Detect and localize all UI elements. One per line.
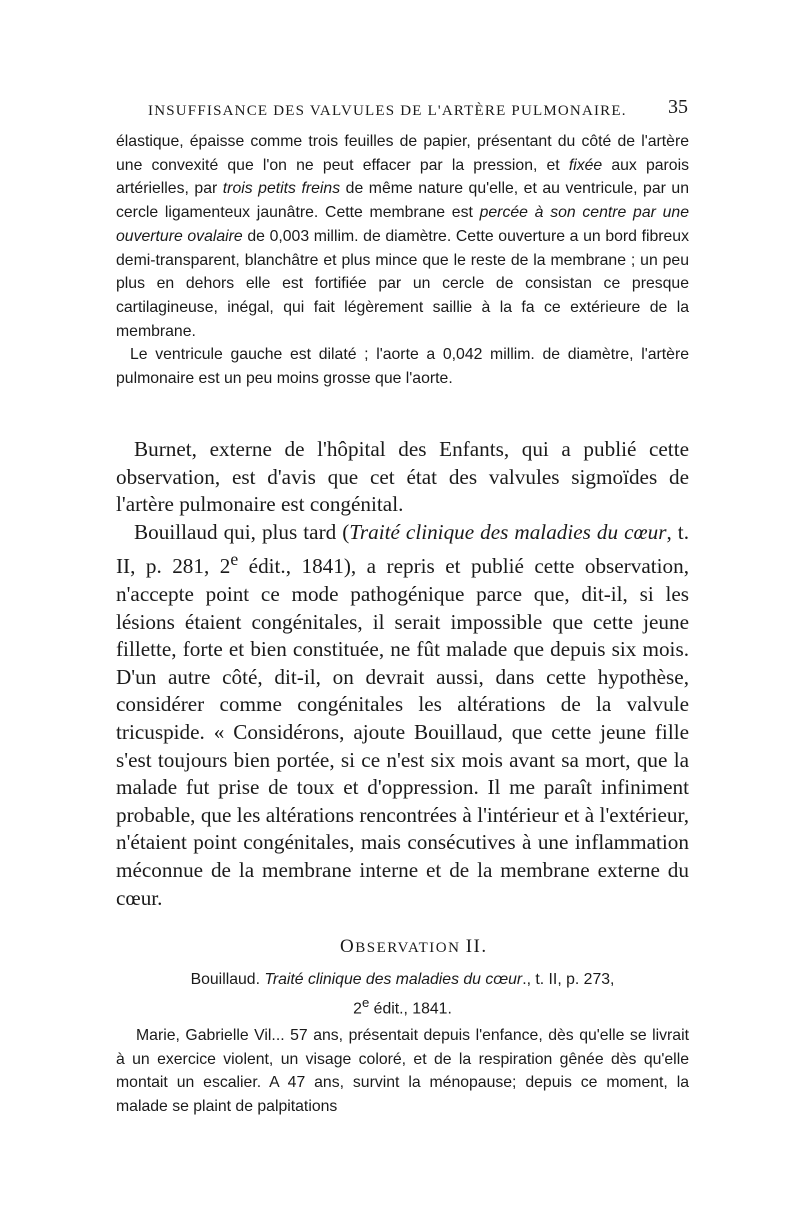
text-run: édit., 1841), a repris et publié cette observation, n'accepte point ce mode pathogénique parce que, dit-il, si les lésions étaient congénitales, il serait impossible que cette jeune fillette, forte et bien constituée, ne fût malade que depuis six mois. D'un autre côté, dit-il, on devrait aussi, dans cette hypothèse, considérer comme congénitales les altérations de la valvule tricuspide. « Considérons, ajoute Bouillaud, que cette jeune fille s'est toujours bien portée, si ce n'est six mois avant sa mort, que la malade fut prise de toux et d'oppression. Il me paraît infiniment probable, que les altérations rencontrées à l'intérieur et à l'extérieur, n'étaient point congénitales, mais consécutives à une inflammation méconnue de la membrane interne et de la membrane externe du cœur. [116,554,689,910]
running-head [148,96,688,121]
intro-paragraph-2: Le ventricule gauche est dilaté ; l'aorte a 0,042 millim. de diamètre, l'artère pulmonaire est un peu moins grosse que l'aorte. [116,346,689,388]
text-run: Bouillaud qui, plus tard ( [134,519,350,544]
superscript: e [361,995,370,1010]
italic-run: percée à son centre par une ouverture ovalaire [116,204,689,245]
observation-paragraph: Marie, Gabrielle Vil... 57 ans, présentait depuis l'enfance, dès qu'elle se livrait à un exercice violent, un visage coloré, et de la respiration gênée dès qu'elle montait un escalier. A 47 ans, survint la ménopause; depuis ce moment, la malade se plaint de palpitations [116,1027,689,1115]
text-run: élastique, épaisse comme trois feuilles de papier, présentant du côté de l'artère une convexité que l'on ne peut effacer par la pression, et [116,133,689,174]
running-title: INSUFFISANCE DES VALVULES DE L'ARTÈRE PULMONAIRE. [148,103,627,119]
italic-run: Traité clinique des maladies du cœur [264,971,523,988]
text-run: édit., 1841. [369,1000,452,1018]
autopsy-description [116,130,689,391]
text-run: de même nature qu'elle, et au ventricule, par un cercle ligamenteux jaunâtre. Cette membrane est [116,180,689,222]
superscript: e [230,549,239,570]
text-run: 2 [353,1000,362,1018]
text-run: Bouillaud. [190,971,265,988]
body-paragraph-1: Burnet, externe de l'hôpital des Enfants, qui a publié cette observation, est d'avis que cet état des valvules sigmoïdes de l'artère pulmonaire est congénital. [116,437,689,517]
observation-heading [340,936,488,959]
observation-source [116,968,689,1020]
heading-number: II. [465,936,488,957]
body-paragraph-2 [116,519,689,912]
observation-text [116,1024,689,1118]
text-run: aux parois artérielles, par [116,156,689,198]
italic-run: Traité clinique des maladies du cœur [349,519,667,544]
heading-cap: O [340,936,356,957]
text-run: ., t. II, p. 273, [522,971,615,988]
italic-run: fixée [568,156,603,174]
page-number: 35 [668,96,688,118]
intro-paragraph-1 [116,130,689,343]
source-edition [116,991,689,1020]
italic-run: trois petits freins [222,180,341,198]
text-run: , t. II, p. 281, 2 [116,519,689,579]
heading-small-caps: BSERVATION [355,940,466,956]
text-run: de 0,003 millim. de diamètre. Cette ouverture a un bord fibreux demi-transparent, blanchâtre et plus mince que le reste de la membrane ; un peu plus en dehors elle est fortifiée par un cercle de consistan ce presque cartilagineuse, inégal, qui fait légèrement saillie à la fa ce extérieure de la membrane. [116,227,689,340]
main-commentary [116,436,689,912]
